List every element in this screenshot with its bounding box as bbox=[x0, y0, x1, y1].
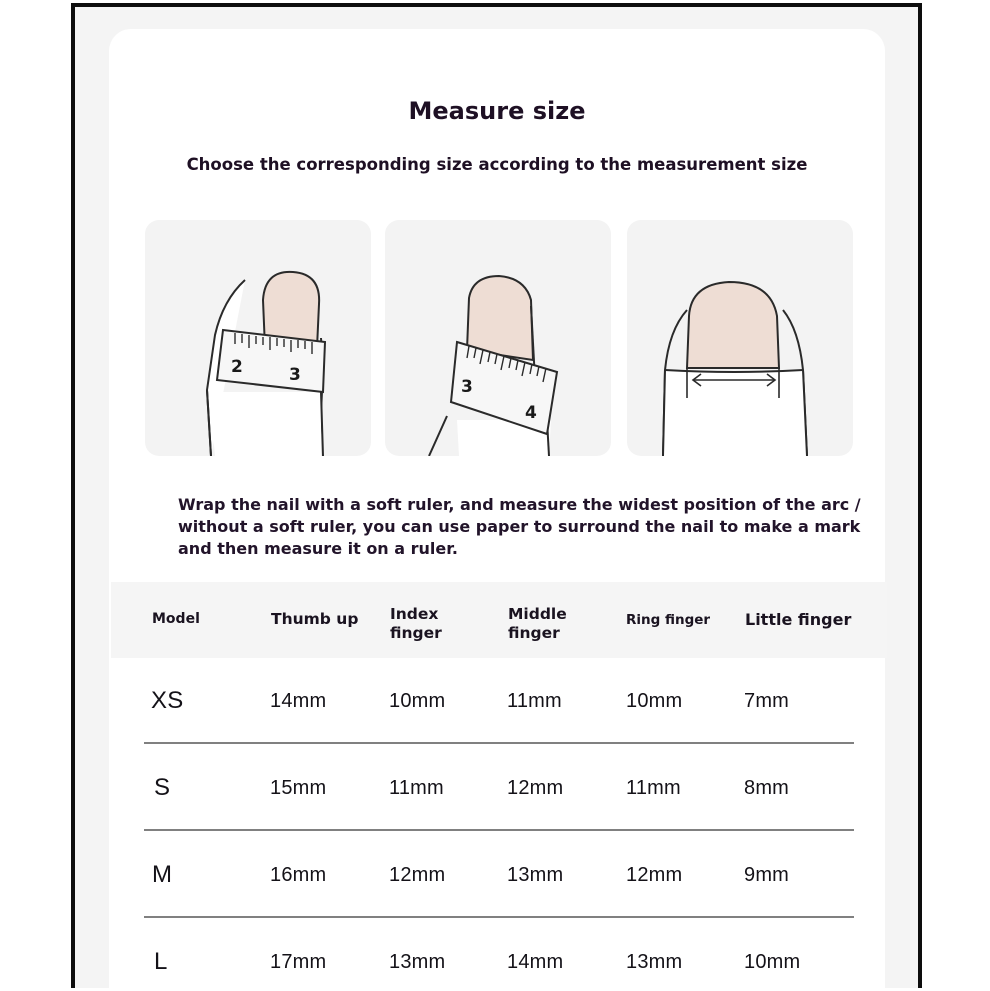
row-model: XS bbox=[151, 687, 184, 714]
cell-ring: 12mm bbox=[626, 864, 683, 886]
cell-index: 12mm bbox=[389, 864, 446, 886]
header-middle bbox=[508, 605, 567, 643]
header-little: Little finger bbox=[745, 610, 852, 629]
finger-ruler-drawing bbox=[385, 220, 611, 456]
header-index-line1: Index bbox=[390, 605, 439, 623]
cell-little: 9mm bbox=[744, 864, 790, 886]
nail-width-drawing bbox=[627, 220, 853, 456]
row-divider bbox=[144, 829, 854, 831]
row-model: S bbox=[154, 774, 171, 801]
row-model: M bbox=[152, 861, 173, 888]
cell-index: 11mm bbox=[389, 777, 444, 799]
header-index bbox=[390, 605, 442, 643]
header-thumb: Thumb up bbox=[271, 610, 359, 628]
header-middle-line1: Middle bbox=[508, 605, 567, 623]
cell-little: 7mm bbox=[744, 690, 790, 712]
cell-thumb: 15mm bbox=[270, 777, 327, 799]
ruler-label-3b: 3 bbox=[461, 377, 473, 397]
illustration-thumb-ruler bbox=[145, 220, 371, 456]
cell-little: 8mm bbox=[744, 777, 790, 799]
illustration-nail-width bbox=[627, 220, 853, 456]
cell-ring: 10mm bbox=[626, 690, 683, 712]
cell-thumb: 16mm bbox=[270, 864, 327, 886]
table-row bbox=[144, 658, 854, 744]
ruler-label-3: 3 bbox=[289, 365, 301, 385]
table-row bbox=[144, 832, 854, 918]
cell-ring: 13mm bbox=[626, 951, 683, 973]
ruler-label-2: 2 bbox=[231, 357, 243, 377]
cell-thumb: 14mm bbox=[270, 690, 327, 712]
cell-ring: 11mm bbox=[626, 777, 681, 799]
table-row bbox=[144, 919, 854, 988]
header-model: Model bbox=[152, 611, 200, 627]
row-divider bbox=[144, 742, 854, 744]
cell-middle: 12mm bbox=[507, 777, 564, 799]
thumb-ruler-drawing bbox=[145, 220, 371, 456]
cell-middle: 13mm bbox=[507, 864, 564, 886]
ruler-label-4: 4 bbox=[525, 403, 537, 423]
cell-index: 10mm bbox=[389, 690, 446, 712]
measurement-instruction: Wrap the nail with a soft ruler, and measure the widest position of the arc / without a soft ruler, you can use paper to surround the nail to make a mark and then measure it on a ruler. bbox=[178, 495, 861, 558]
row-divider bbox=[144, 916, 854, 918]
illustration-finger-ruler bbox=[385, 220, 611, 456]
cell-little: 10mm bbox=[744, 951, 801, 973]
cell-thumb: 17mm bbox=[270, 951, 327, 973]
row-model: L bbox=[154, 948, 168, 975]
cell-index: 13mm bbox=[389, 951, 446, 973]
page-subtitle: Choose the corresponding size according to the measurement size bbox=[186, 155, 808, 174]
header-index-line2: finger bbox=[390, 624, 442, 642]
cell-middle: 14mm bbox=[507, 951, 564, 973]
header-middle-line2: finger bbox=[508, 624, 560, 642]
cell-middle: 11mm bbox=[507, 690, 562, 712]
page-title: Measure size bbox=[408, 97, 586, 125]
header-ring: Ring finger bbox=[626, 612, 711, 628]
page-frame bbox=[71, 3, 922, 988]
size-table-header bbox=[111, 582, 887, 658]
table-row bbox=[144, 745, 854, 831]
